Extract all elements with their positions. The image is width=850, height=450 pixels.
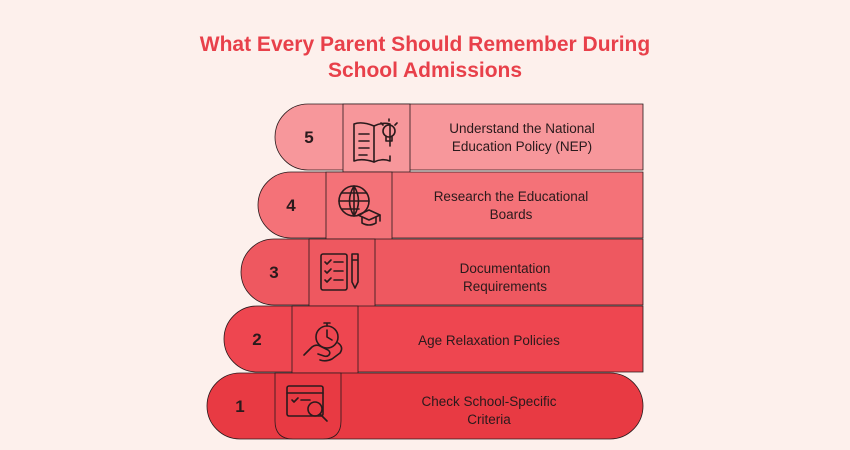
step-3-label-line-2: Requirements bbox=[462, 279, 548, 294]
step-3-number: 3 bbox=[269, 263, 279, 282]
step-4-bar bbox=[258, 172, 643, 238]
step-2-label-line-1: Age Relaxation Policies bbox=[418, 333, 560, 348]
step-1-number: 1 bbox=[235, 397, 245, 416]
step-5-label-line-1: Understand the National bbox=[449, 121, 595, 136]
step-5-label-line-2: Education Policy (NEP) bbox=[451, 139, 593, 154]
step-4-label-line-1: Research the Educational bbox=[433, 189, 589, 204]
step-3-bar bbox=[241, 239, 643, 305]
step-2-number: 2 bbox=[252, 330, 262, 349]
step-5-number: 5 bbox=[304, 128, 314, 147]
step-3-label-line-1: Documentation bbox=[459, 261, 551, 276]
step-4-number: 4 bbox=[286, 196, 296, 215]
step-1 bbox=[207, 373, 643, 439]
step-5-bar bbox=[275, 104, 643, 170]
step-1-label-line-2: Criteria bbox=[467, 412, 511, 427]
page-title-line-1: What Every Parent Should Remember During bbox=[199, 33, 651, 56]
step-1-label-line-1: Check School-Specific bbox=[421, 394, 557, 409]
step-4-label-line-2: Boards bbox=[489, 207, 533, 222]
page-title-line-2: School Admissions bbox=[327, 59, 523, 82]
